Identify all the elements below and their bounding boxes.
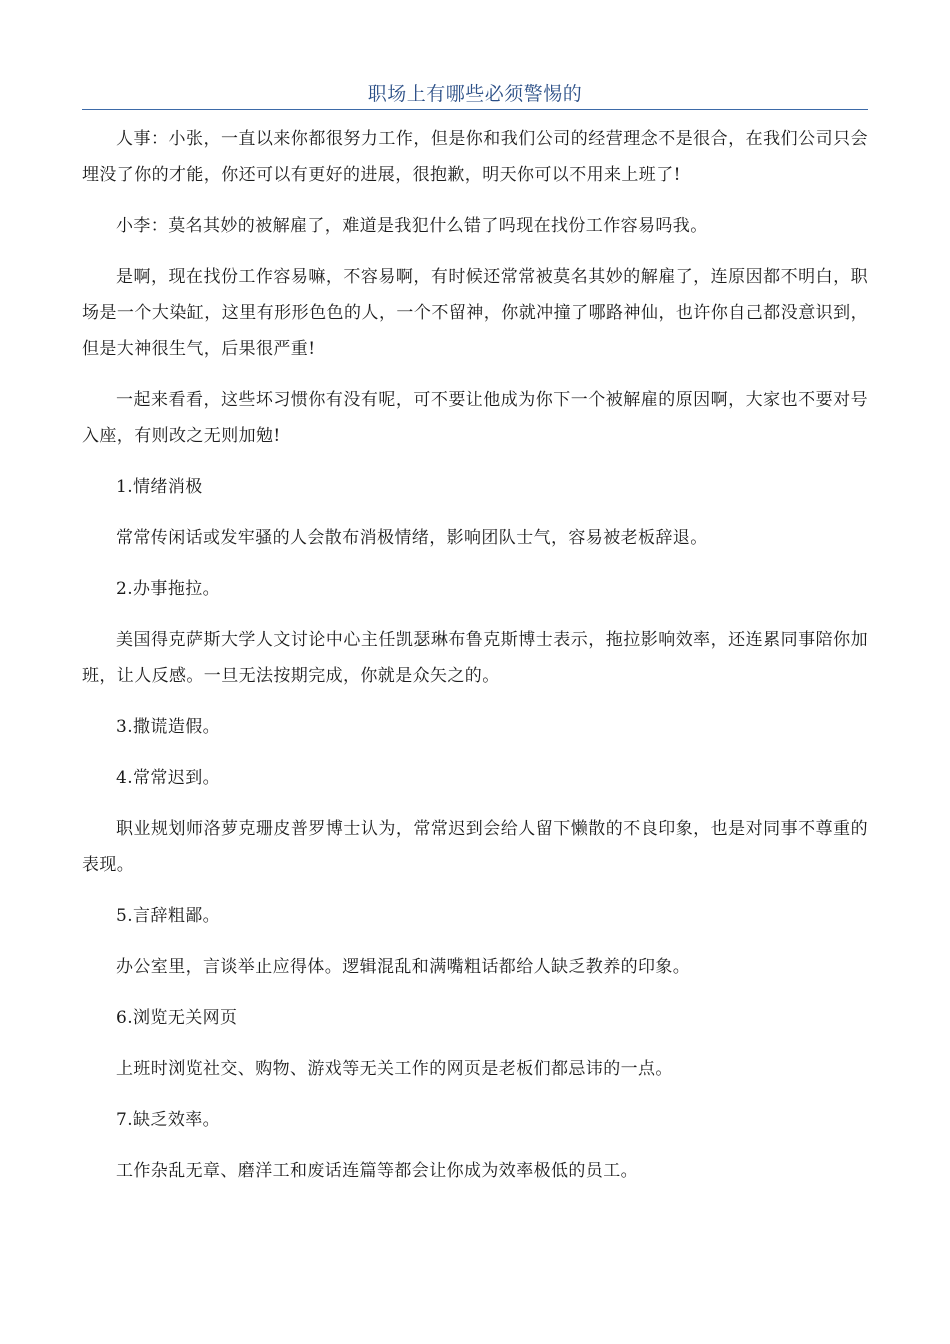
list-heading-1: 1.情绪消极 — [116, 477, 203, 497]
paragraph-item-1: 常常传闲话或发牢骚的人会散布消极情绪，影响团队士气，容易被老板辞退。 — [116, 528, 708, 548]
document-title: 职场上有哪些必须警惕的 — [367, 83, 583, 105]
paragraph-item-6: 上班时浏览社交、购物、游戏等无关工作的网页是老板们都忌讳的一点。 — [116, 1059, 673, 1079]
paragraph-item-2: 美国得克萨斯大学人文讨论中心主任凯瑟琳布鲁克斯博士表示，拖拉影响效率，还连累同事陪你加班，让人反感。一旦无法按期完成，你就是众矢之的。 — [82, 630, 868, 686]
paragraph-item-5: 办公室里，言谈举止应得体。逻辑混乱和满嘴粗话都给人缺乏教养的印象。 — [116, 957, 691, 977]
list-heading-4: 4.常常迟到。 — [116, 768, 221, 788]
list-heading-5: 5.言辞粗鄙。 — [116, 906, 221, 926]
document-body — [82, 121, 868, 1204]
list-heading-6: 6.浏览无关网页 — [116, 1008, 238, 1028]
list-heading-7: 7.缺乏效率。 — [116, 1110, 221, 1130]
paragraph-item-4: 职业规划师洛萝克珊皮普罗博士认为，常常迟到会给人留下懒散的不良印象，也是对同事不尊重的表现。 — [82, 819, 868, 875]
paragraph-item-7: 工作杂乱无章、磨洋工和废话连篇等都会让你成为效率极低的员工。 — [116, 1161, 638, 1181]
paragraph-xiaoli-reply: 小李：莫名其妙的被解雇了，难道是我犯什么错了吗现在找份工作容易吗我。 — [116, 216, 708, 236]
paragraph-workplace-intro: 是啊，现在找份工作容易嘛，不容易啊，有时候还常常被莫名其妙的解雇了，连原因都不明白，职场是一个大染缸，这里有形形色色的人，一个不留神，你就冲撞了哪路神仙，也许你自己都没意识到，但是大神很生气，后果很严重! — [82, 267, 868, 359]
list-heading-2: 2.办事拖拉。 — [116, 579, 221, 599]
list-heading-3: 3.撒谎造假。 — [116, 717, 221, 737]
paragraph-hr-dialogue: 人事：小张，一直以来你都很努力工作，但是你和我们公司的经营理念不是很合，在我们公司只会埋没了你的才能，你还可以有更好的进展，很抱歉，明天你可以不用来上班了! — [82, 129, 868, 185]
title-underline — [82, 109, 868, 110]
paragraph-bad-habits-intro: 一起来看看，这些坏习惯你有没有呢，可不要让他成为你下一个被解雇的原因啊，大家也不要对号入座，有则改之无则加勉! — [82, 390, 868, 446]
